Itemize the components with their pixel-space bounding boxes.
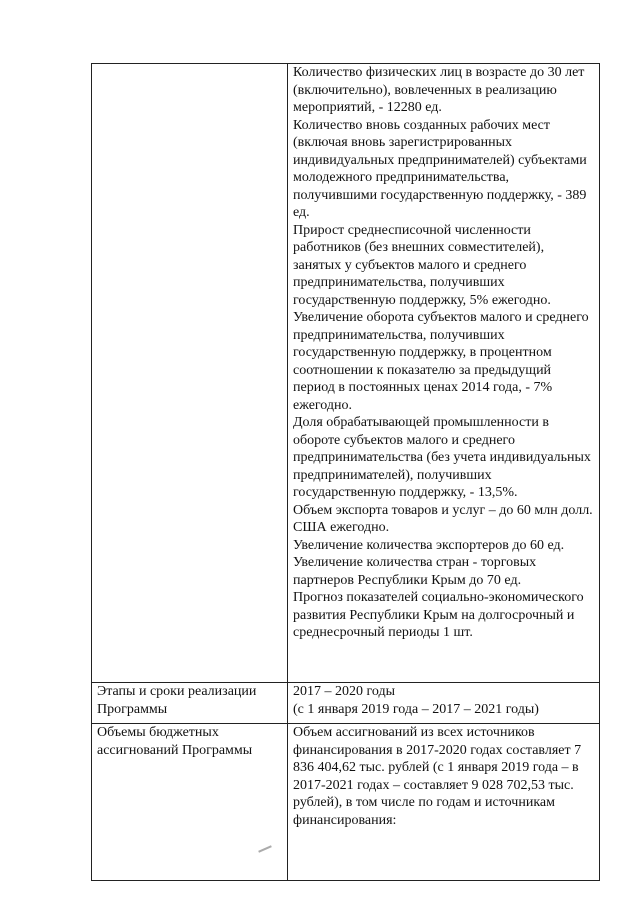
indicator-manufacturing-share: Доля обрабатывающей промышленности в обороте субъектов малого и среднего предпринимательства (без учета индивидуальных предпринимателей), получивших государственную поддержку, - 13,5%. (293, 415, 591, 500)
stages-period: 2017 – 2020 годы (293, 684, 396, 699)
row-label-cell: Объемы бюджетных ассигнований Программы (92, 724, 288, 881)
row-label-cell: Этапы и сроки реализации Программы (92, 683, 288, 724)
budget-volume-text: Объем ассигнований из всех источников финансирования в 2017-2020 годах составляет 7 836 404,62 тыс. рублей (с 1 января 2019 года – в 2017-2021 годах – составляет 9 028 702,53 тыс. рублей), в том числе по годам и источникам финансирования: (293, 725, 582, 828)
row-value-cell (288, 64, 600, 683)
indicator-partner-countries: Увеличение количества стран - торговых партнеров Республики Крым до 70 ед. (293, 555, 537, 588)
row-label-cell (92, 64, 288, 683)
indicator-youth-involved: Количество физических лиц в возрасте до 30 лет (включительно), вовлеченных в реализацию мероприятий, - 12280 ед. (293, 65, 585, 115)
passport-table (91, 63, 600, 881)
indicator-turnover-growth: Увеличение оборота субъектов малого и среднего предпринимательства, получивших государственную поддержку, в процентном соотношении к показателю за предыдущий период в постоянных ценах 2014 года, - 7% ежегодно. (293, 310, 589, 413)
indicator-export-volume: Объем экспорта товаров и услуг – до 60 млн долл. США ежегодно. (293, 502, 593, 535)
stages-period-amended: (с 1 января 2019 года – 2017 – 2021 годы) (293, 701, 539, 717)
indicator-headcount-growth: Прирост среднесписочной численности работников (без внешних совместителей), занятых у субъектов малого и среднего предпринимательства, получивших государственную поддержку, 5% ежегодно. (293, 222, 551, 308)
table-row-budget (92, 724, 600, 881)
indicator-new-jobs: Количество вновь созданных рабочих мест (включая вновь зарегистрированных индивидуальных предпринимателей) субъектами молодежного предпринимательства, получившими государственную поддержку, - 389 ед. (293, 117, 587, 220)
indicator-forecast: Прогноз показателей социально-экономического развития Республики Крым на долгосрочный и среднесрочный периоды 1 шт. (293, 590, 584, 640)
row-value-cell (288, 683, 600, 724)
indicator-exporters-count: Увеличение количества экспортеров до 60 ед. (293, 537, 565, 553)
table-row-indicators (92, 64, 600, 683)
table-row-stages (92, 683, 600, 724)
row-value-cell (288, 724, 600, 881)
